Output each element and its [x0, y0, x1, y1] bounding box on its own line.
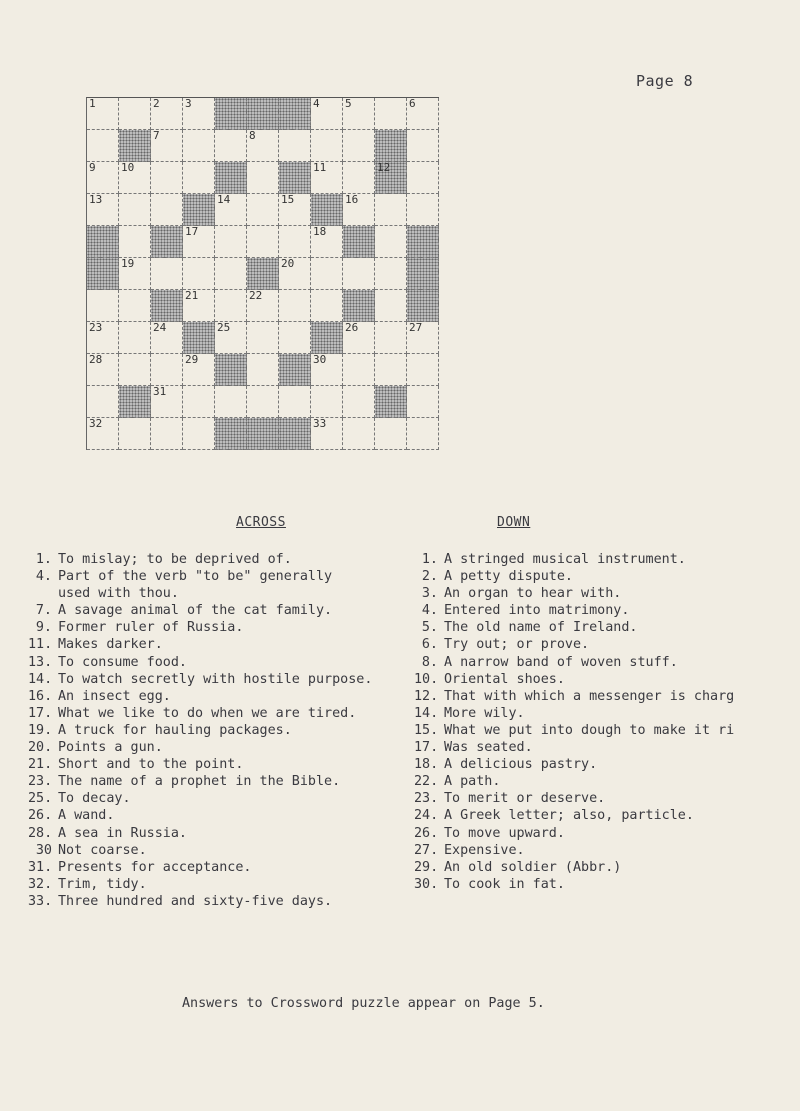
grid-cell-black	[407, 226, 439, 258]
grid-cell	[375, 226, 407, 258]
grid-cell	[407, 322, 439, 354]
clue-text: The name of a prophet in the Bible.	[58, 774, 341, 790]
down-clue	[414, 790, 800, 807]
clue-label-number: 1.	[35, 552, 52, 567]
grid-cell	[279, 194, 311, 226]
clue-number: 27	[409, 321, 423, 334]
clue-text: To watch secretly with hostile purpose.	[58, 671, 373, 687]
clue-number: 19	[121, 257, 135, 270]
clue-text: used with thou.	[58, 586, 179, 602]
clue-text: A Greek letter; also, particle.	[444, 808, 694, 824]
down-clue	[414, 671, 800, 688]
clue-text: Trim, tidy.	[58, 876, 147, 892]
grid-cell	[119, 322, 151, 354]
clue-number: 24	[153, 321, 167, 334]
grid-cell	[343, 98, 375, 130]
grid-cell	[119, 418, 151, 450]
clue-text: Former ruler of Russia.	[58, 620, 244, 636]
grid-cell	[119, 354, 151, 386]
grid-cell	[119, 194, 151, 226]
clue-number: 6	[409, 97, 416, 110]
down-clues	[414, 551, 800, 893]
grid-cell	[87, 354, 119, 386]
grid-cell	[215, 322, 247, 354]
clue-label-number: 14.	[414, 705, 439, 721]
grid-cell-black	[311, 322, 343, 354]
grid-cell	[151, 98, 183, 130]
clue-number: 31	[153, 385, 167, 398]
clue-label-number: 11.	[28, 637, 53, 653]
grid-cell	[247, 226, 279, 258]
grid-cell-black	[279, 162, 311, 194]
grid-cell	[215, 226, 247, 258]
down-clue	[414, 654, 800, 671]
grid-cell-black	[407, 290, 439, 322]
grid-cell	[407, 194, 439, 226]
footer-note: Answers to Crossword puzzle appear on Page 5.	[182, 996, 545, 1011]
grid-cell	[183, 258, 215, 290]
clue-number: 7	[153, 129, 160, 142]
grid-cell-black	[343, 290, 375, 322]
clue-number: 28	[89, 353, 103, 366]
clue-label-number: 16.	[28, 688, 53, 704]
clue-text: A stringed musical instrument.	[444, 552, 686, 567]
clue-label-number: 14.	[28, 671, 53, 687]
grid-cell	[375, 194, 407, 226]
grid-cell-black	[247, 418, 279, 450]
grid-cell-black	[279, 354, 311, 386]
grid-cell	[215, 194, 247, 226]
clue-text: The old name of Ireland.	[444, 620, 638, 636]
grid-cell	[311, 386, 343, 418]
clue-number: 2	[153, 97, 160, 110]
clue-number: 16	[345, 193, 359, 206]
grid-cell	[279, 386, 311, 418]
clue-text: What we like to do when we are tired.	[58, 705, 357, 721]
grid-cell	[119, 162, 151, 194]
clue-text: Try out; or prove.	[444, 637, 590, 653]
grid-cell-black	[87, 226, 119, 258]
across-clue	[28, 859, 372, 876]
across-clue	[28, 773, 372, 790]
clue-text: Was seated.	[444, 740, 533, 756]
clue-number: 33	[313, 417, 327, 430]
clue-text: Presents for acceptance.	[58, 859, 252, 875]
clue-label-number: 30	[35, 842, 52, 858]
clue-label-number: 9.	[35, 620, 52, 636]
grid-cell	[407, 162, 439, 194]
grid-cell	[279, 322, 311, 354]
grid-cell	[343, 322, 375, 354]
grid-cell	[151, 386, 183, 418]
grid-cell	[87, 130, 119, 162]
grid-cell	[311, 130, 343, 162]
grid-cell	[247, 386, 279, 418]
clue-label-number: 17.	[414, 740, 439, 756]
grid-cell	[311, 226, 343, 258]
clue-label-number: 31.	[28, 859, 53, 875]
grid-cell	[375, 322, 407, 354]
grid-cell	[215, 130, 247, 162]
clue-text: To mislay; to be deprived of.	[58, 552, 292, 567]
clue-label-number	[28, 585, 52, 602]
clue-label-number: 26.	[28, 808, 53, 824]
across-clue	[28, 671, 372, 688]
grid-cell	[183, 226, 215, 258]
grid-cell-black	[119, 386, 151, 418]
across-clue	[28, 842, 372, 859]
clue-label-number: 17.	[28, 705, 53, 721]
down-clue	[414, 739, 800, 756]
clue-label-number: 32.	[28, 876, 53, 892]
down-clue	[414, 585, 800, 602]
across-clue	[28, 551, 372, 568]
clue-number: 3	[185, 97, 192, 110]
clue-label-number: 3.	[421, 586, 438, 602]
down-clue	[414, 688, 800, 705]
across-clue	[28, 739, 372, 756]
down-clue	[414, 551, 800, 568]
grid-cell	[343, 162, 375, 194]
clue-text: To merit or deserve.	[444, 791, 606, 807]
clue-number: 11	[313, 161, 327, 174]
grid-cell	[375, 290, 407, 322]
clue-label-number: 30.	[414, 876, 439, 892]
clue-text: Three hundred and sixty-five days.	[58, 893, 333, 909]
clue-number: 5	[345, 97, 352, 110]
grid-cell-black	[375, 162, 407, 194]
grid-cell	[151, 322, 183, 354]
grid-cell	[279, 226, 311, 258]
clue-number: 29	[185, 353, 199, 366]
page-number: Page 8	[636, 72, 694, 90]
clue-text: An old soldier (Abbr.)	[444, 859, 622, 875]
grid-cell	[343, 130, 375, 162]
grid-cell	[119, 98, 151, 130]
clue-label-number: 33.	[28, 893, 53, 909]
grid-cell	[375, 418, 407, 450]
across-clues	[28, 551, 372, 910]
across-clue	[28, 602, 372, 619]
grid-cell	[311, 290, 343, 322]
grid-cell	[407, 386, 439, 418]
clue-number: 21	[185, 289, 199, 302]
clue-label-number: 29.	[414, 859, 439, 875]
clue-label-number: 5.	[421, 620, 438, 636]
clue-number: 1	[89, 97, 96, 110]
grid-cell	[247, 130, 279, 162]
grid-cell	[183, 162, 215, 194]
clue-label-number: 22.	[414, 774, 439, 790]
grid-cell	[407, 354, 439, 386]
clue-number: 12	[377, 161, 391, 174]
clue-text: A narrow band of woven stuff.	[444, 654, 678, 670]
grid-cell	[151, 194, 183, 226]
clue-label-number: 13.	[28, 654, 53, 670]
clue-number: 9	[89, 161, 96, 174]
clue-text: To consume food.	[58, 654, 187, 670]
clue-number: 20	[281, 257, 295, 270]
grid-cell-black	[183, 322, 215, 354]
clue-text: Entered into matrimony.	[444, 603, 630, 619]
across-clue	[28, 654, 372, 671]
grid-cell	[311, 418, 343, 450]
down-clue	[414, 807, 800, 824]
clue-label-number: 4.	[35, 569, 52, 585]
grid-cell	[215, 258, 247, 290]
grid-cell	[87, 418, 119, 450]
clue-text: Points a gun.	[58, 740, 163, 756]
grid-cell-black	[87, 258, 119, 290]
grid-cell-black	[247, 258, 279, 290]
down-clue	[414, 602, 800, 619]
grid-cell	[183, 386, 215, 418]
grid-cell	[151, 418, 183, 450]
grid-cell	[375, 258, 407, 290]
clue-number: 22	[249, 289, 263, 302]
grid-cell-black	[215, 162, 247, 194]
clue-text: A delicious pastry.	[444, 757, 598, 773]
clue-text: Part of the verb "to be" generally	[58, 569, 333, 585]
clue-text: To move upward.	[444, 825, 565, 841]
down-clue	[414, 722, 800, 739]
grid-cell	[375, 354, 407, 386]
clue-label-number: 2.	[421, 569, 438, 585]
clue-number: 18	[313, 225, 327, 238]
across-clue	[28, 825, 372, 842]
clue-text: An organ to hear with.	[444, 586, 622, 602]
grid-cell	[87, 194, 119, 226]
clue-text: What we put into dough to make it ri	[444, 722, 735, 738]
grid-cell	[311, 98, 343, 130]
grid-cell	[183, 290, 215, 322]
down-clue	[414, 842, 800, 859]
clue-label-number: 23.	[28, 774, 53, 790]
down-heading: DOWN	[497, 515, 531, 530]
across-clue	[28, 585, 372, 602]
clue-text: Oriental shoes.	[444, 671, 565, 687]
grid-cell-black	[343, 226, 375, 258]
across-clue	[28, 876, 372, 893]
grid-cell	[183, 98, 215, 130]
clue-label-number: 8.	[421, 654, 438, 670]
grid-cell-black	[151, 226, 183, 258]
down-clue	[414, 859, 800, 876]
clue-label-number: 6.	[421, 637, 438, 653]
clue-label-number: 21.	[28, 757, 53, 773]
grid-cell	[151, 354, 183, 386]
grid-cell	[151, 162, 183, 194]
crossword-grid	[86, 97, 439, 450]
grid-cell	[343, 258, 375, 290]
across-clue	[28, 722, 372, 739]
grid-cell	[183, 354, 215, 386]
grid-cell	[183, 130, 215, 162]
grid-cell	[407, 98, 439, 130]
clue-label-number: 25.	[28, 791, 53, 807]
down-clue	[414, 825, 800, 842]
grid-cell-black	[279, 98, 311, 130]
grid-cell	[247, 322, 279, 354]
down-clue	[414, 705, 800, 722]
clue-text: A petty dispute.	[444, 569, 573, 585]
grid-cell	[247, 290, 279, 322]
grid-cell	[343, 418, 375, 450]
grid-cell-black	[151, 290, 183, 322]
clue-number: 32	[89, 417, 103, 430]
clue-text: To decay.	[58, 791, 131, 807]
down-clue	[414, 773, 800, 790]
clue-text: More wily.	[444, 705, 525, 721]
grid-cell	[215, 290, 247, 322]
across-clue	[28, 756, 372, 773]
clue-label-number: 23.	[414, 791, 439, 807]
clue-text: A savage animal of the cat family.	[58, 603, 333, 619]
clue-label-number: 24.	[414, 808, 439, 824]
grid-cell	[279, 130, 311, 162]
grid-cell	[407, 130, 439, 162]
clue-number: 14	[217, 193, 231, 206]
grid-cell	[247, 354, 279, 386]
grid-cell	[343, 354, 375, 386]
clue-number: 17	[185, 225, 199, 238]
clue-number: 25	[217, 321, 231, 334]
across-clue	[28, 688, 372, 705]
clue-text: Short and to the point.	[58, 757, 244, 773]
grid-cell-black	[215, 354, 247, 386]
grid-cell	[87, 386, 119, 418]
across-clue	[28, 893, 372, 910]
clue-number: 4	[313, 97, 320, 110]
clue-label-number: 1.	[421, 552, 438, 567]
clue-label-number: 19.	[28, 722, 53, 738]
grid-cell	[215, 386, 247, 418]
clue-text: A sea in Russia.	[58, 825, 187, 841]
grid-cell	[119, 258, 151, 290]
grid-cell	[279, 258, 311, 290]
grid-cell-black	[279, 418, 311, 450]
grid-cell	[343, 386, 375, 418]
grid-cell	[87, 290, 119, 322]
clue-text: A path.	[444, 774, 501, 790]
clue-number: 23	[89, 321, 103, 334]
grid-cell	[247, 194, 279, 226]
grid-cell-black	[311, 194, 343, 226]
clue-text: A truck for hauling packages.	[58, 722, 292, 738]
clue-number: 10	[121, 161, 135, 174]
grid-cell	[87, 162, 119, 194]
down-clue	[414, 619, 800, 636]
grid-cell-black	[375, 386, 407, 418]
grid-cell	[151, 130, 183, 162]
across-clue	[28, 705, 372, 722]
across-clue	[28, 636, 372, 653]
clue-label-number: 26.	[414, 825, 439, 841]
across-clue	[28, 807, 372, 824]
grid-cell	[279, 290, 311, 322]
across-clue	[28, 790, 372, 807]
clue-label-number: 18.	[414, 757, 439, 773]
across-clue	[28, 619, 372, 636]
grid-cell-black	[375, 130, 407, 162]
clue-label-number: 27.	[414, 842, 439, 858]
grid-cell	[311, 258, 343, 290]
grid-cell-black	[247, 98, 279, 130]
clue-text: Makes darker.	[58, 637, 163, 653]
clue-label-number: 28.	[28, 825, 53, 841]
clue-text: A wand.	[58, 808, 115, 824]
grid-cell-black	[119, 130, 151, 162]
clue-number: 13	[89, 193, 103, 206]
clue-label-number: 7.	[35, 603, 52, 619]
down-clue	[414, 876, 800, 893]
across-clue	[28, 568, 372, 585]
clue-number: 30	[313, 353, 327, 366]
clue-label-number: 20.	[28, 740, 53, 756]
clue-text: That with which a messenger is charg	[444, 688, 735, 704]
grid-cell	[151, 258, 183, 290]
clue-text: An insect egg.	[58, 688, 171, 704]
grid-cell	[343, 194, 375, 226]
grid-cell	[87, 322, 119, 354]
clue-text: To cook in fat.	[444, 876, 565, 892]
grid-cell-black	[215, 418, 247, 450]
down-clue	[414, 756, 800, 773]
grid-cell	[375, 98, 407, 130]
grid-cell-black	[215, 98, 247, 130]
grid-cell	[119, 290, 151, 322]
clue-number: 8	[249, 129, 256, 142]
grid-cell	[311, 354, 343, 386]
clue-text: Not coarse.	[58, 842, 147, 858]
grid-cell-black	[407, 258, 439, 290]
grid-cell	[311, 162, 343, 194]
grid-cell	[87, 98, 119, 130]
down-clue	[414, 568, 800, 585]
clue-label-number: 15.	[414, 722, 439, 738]
down-clue	[414, 636, 800, 653]
across-heading: ACROSS	[236, 515, 286, 530]
grid-cell	[183, 418, 215, 450]
clue-text: Expensive.	[444, 842, 525, 858]
grid-cell	[119, 226, 151, 258]
clue-label-number: 4.	[421, 603, 438, 619]
grid-cell	[247, 162, 279, 194]
clue-number: 26	[345, 321, 359, 334]
clue-number: 15	[281, 193, 295, 206]
grid-cell	[407, 418, 439, 450]
clue-label-number: 12.	[414, 688, 439, 704]
clue-label-number: 10.	[414, 671, 439, 687]
grid-cell-black	[183, 194, 215, 226]
